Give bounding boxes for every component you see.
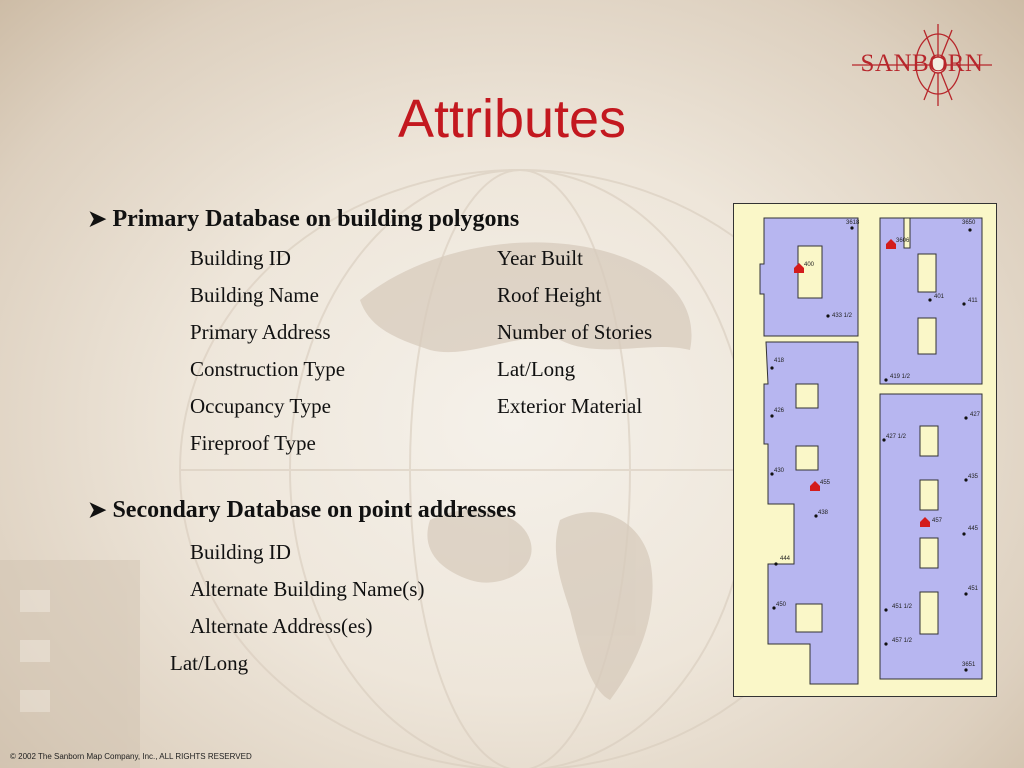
address-label: 400 [804, 262, 815, 268]
bullet-arrow-icon: ➤ [88, 206, 107, 231]
primary-attribute: Year Built [497, 246, 583, 270]
address-label: 3650 [962, 220, 976, 226]
address-label: 427 1/2 [886, 434, 907, 440]
address-label: 451 [968, 586, 979, 592]
bullet-arrow-icon: ➤ [88, 497, 107, 522]
primary-attribute: Fireproof Type [190, 431, 316, 455]
primary-attribute: Number of Stories [497, 320, 653, 344]
address-label: 419 1/2 [890, 374, 911, 380]
primary-attribute: Building Name [190, 283, 319, 307]
secondary-heading-text: Secondary Database on point addresses [112, 497, 517, 523]
address-label: 451 1/2 [892, 604, 913, 610]
address-label: 3651 [962, 662, 976, 668]
primary-attribute: Roof Height [497, 283, 602, 307]
primary-attribute: Construction Type [190, 357, 346, 381]
primary-attribute: Exterior Material [497, 394, 643, 418]
primary-attribute: Building ID [190, 246, 291, 270]
address-label: 445 [968, 526, 979, 532]
address-label: 457 1/2 [892, 638, 913, 644]
address-label: 430 [774, 468, 785, 474]
address-label: 401 [934, 294, 945, 300]
logo-text: SANBORN [860, 50, 984, 77]
copyright-footer: © 2002 The Sanborn Map Company, Inc., ALL RIGHTS RESERVED [10, 752, 252, 761]
address-label: 426 [774, 408, 785, 414]
primary-attribute: Occupancy Type [190, 394, 332, 418]
secondary-heading [88, 497, 516, 524]
address-label: 427 [970, 412, 981, 418]
address-label: 457 [932, 518, 943, 524]
address-label: 435 [968, 474, 979, 480]
building-footprint-map [733, 203, 997, 697]
slide-title: Attributes [397, 89, 627, 149]
primary-attribute: Lat/Long [497, 357, 576, 381]
address-label: 433 1/2 [832, 313, 853, 319]
secondary-attribute: Alternate Address(es) [190, 614, 373, 638]
secondary-attribute: Alternate Building Name(s) [190, 577, 425, 601]
primary-heading-text: Primary Database on building polygons [112, 206, 520, 232]
address-label: 455 [820, 480, 831, 486]
address-label: 3618 [846, 220, 860, 226]
address-label: 418 [774, 358, 785, 364]
footprint-drawing [734, 204, 996, 696]
address-label: 411 [968, 298, 978, 304]
primary-heading [88, 206, 519, 233]
secondary-attribute: Lat/Long [170, 651, 249, 675]
address-label: 438 [818, 510, 829, 516]
address-label: 3606 [896, 238, 910, 244]
primary-attribute: Primary Address [190, 320, 331, 344]
secondary-attribute: Building ID [190, 540, 291, 564]
address-label: 444 [780, 556, 791, 562]
address-label: 450 [776, 602, 787, 608]
